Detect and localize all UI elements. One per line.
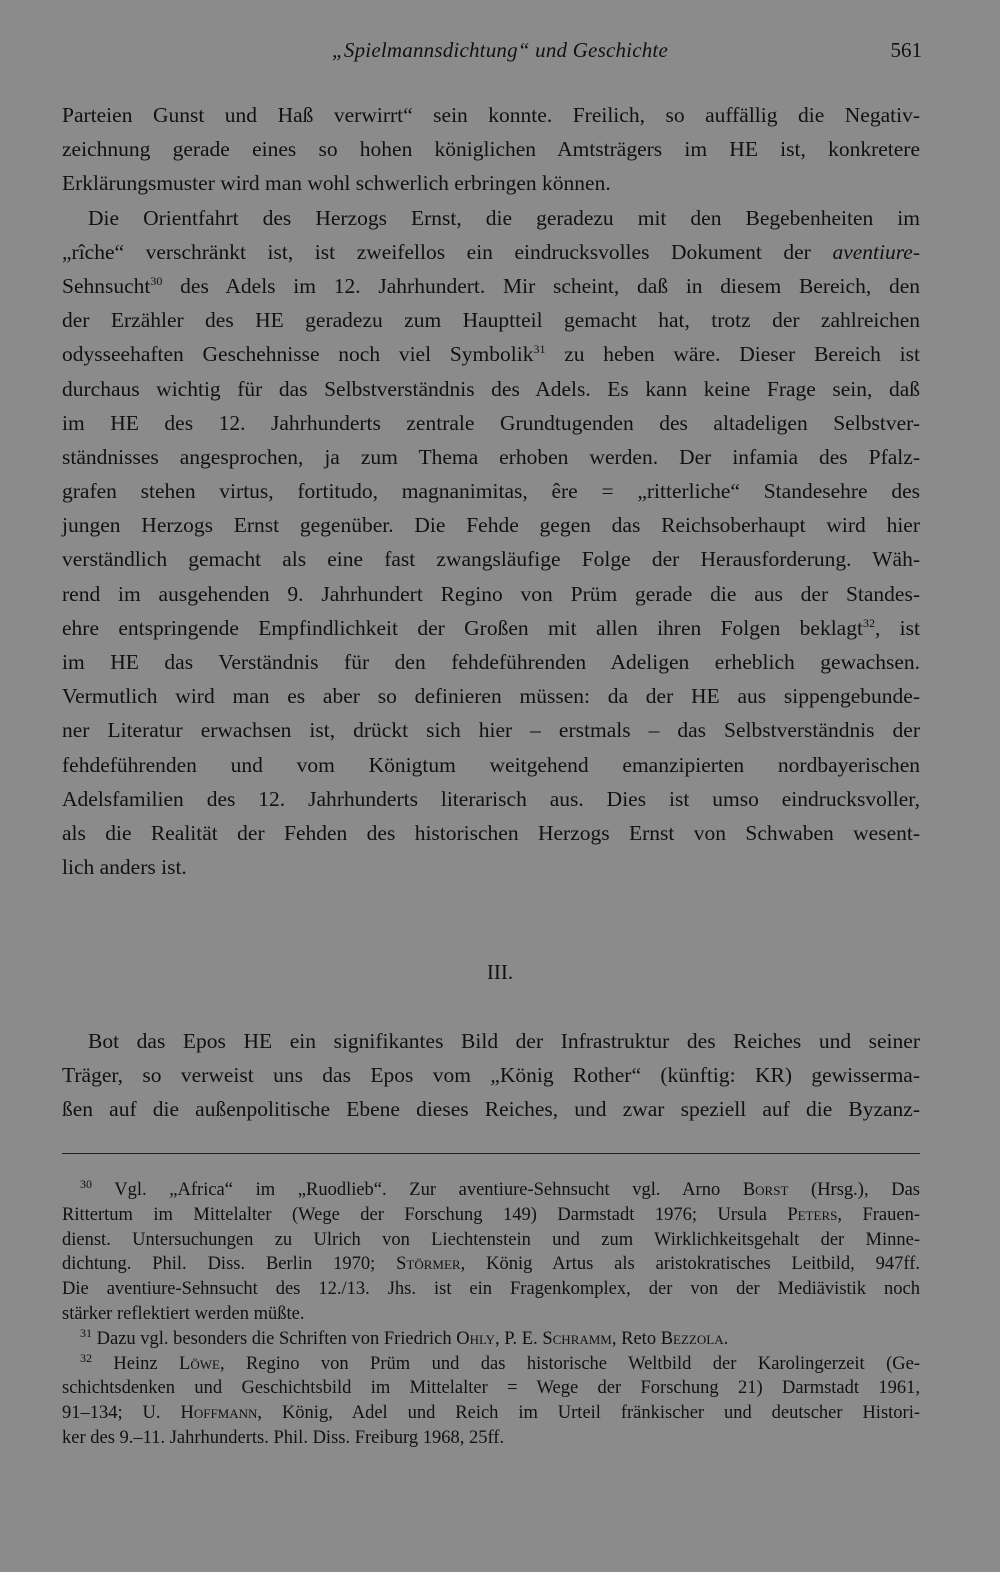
text-span: dichtung. Phil. Diss. Berlin 1970; bbox=[62, 1254, 397, 1275]
footnote-line bbox=[62, 1203, 920, 1228]
footnote-line: ker des 9.–11. Jahrhunderts. Phil. Diss. Freiburg 1968, 25ff. bbox=[62, 1427, 505, 1448]
text-line: der Erzähler des HE geradezu zum Hauptteil gemacht hat, trotz der zahlreichen bbox=[62, 308, 920, 333]
text-span: , ist bbox=[874, 615, 920, 640]
footnote-ref-30[interactable]: 30 bbox=[150, 273, 163, 288]
footnote-31 bbox=[62, 1327, 920, 1352]
text-line: verständlich gemacht als eine fast zwangsläufige Folge der Herausforderung. Wäh- bbox=[62, 547, 920, 572]
footnote-line: dienst. Untersuchungen zu Ulrich von Liechtenstein und zum Wirklichkeitsgehalt der Minne- bbox=[62, 1229, 920, 1250]
text-span: , König Artus als aristokratisches Leitbild, 947ff. bbox=[460, 1254, 920, 1275]
running-title: „Spielmannsdichtung“ und Geschichte bbox=[332, 38, 668, 62]
text-line: Die Orientfahrt des Herzogs Ernst, die geradezu mit den Begebenheiten im bbox=[88, 205, 920, 230]
text-line: Erklärungsmuster wird man wohl schwerlich erbringen können. bbox=[62, 171, 611, 196]
text-line: fehdeführenden und vom Königtum weitgehend emanzipierten nordbayerischen bbox=[62, 752, 920, 777]
author-name: Löwe bbox=[179, 1353, 220, 1374]
author-name: Schramm bbox=[542, 1328, 612, 1349]
text-span: Dazu vgl. besonders die Schriften von Friedrich bbox=[92, 1328, 457, 1349]
text-span: Vgl. „Africa“ im „Ruodlieb“. Zur aventiure-Sehnsucht vgl. Arno bbox=[92, 1180, 743, 1200]
footnote-ref-32[interactable]: 32 bbox=[862, 615, 875, 630]
author-name: Störmer bbox=[396, 1254, 461, 1275]
main-text bbox=[62, 98, 920, 884]
footnote-32 bbox=[62, 1352, 920, 1377]
footnote-line bbox=[62, 1252, 920, 1277]
footnote-number: 31 bbox=[80, 1325, 92, 1340]
footnote-line: Die aventiure-Sehnsucht des 12./13. Jhs. ist ein Fragenkomplex, der von der Mediävistik noch bbox=[62, 1279, 920, 1300]
text-span: . bbox=[723, 1328, 729, 1349]
text-span: des Adels im 12. Jahrhundert. Mir scheint, daß in diesem Bereich, den bbox=[162, 273, 920, 298]
italic-term: aventiure- bbox=[832, 239, 920, 264]
text-line: Parteien Gunst und Haß verwirrt“ sein konnte. Freilich, so auffällig die Negativ- bbox=[62, 103, 920, 127]
footnote-divider bbox=[62, 1153, 920, 1154]
text-line: ner Literatur erwachsen ist, drückt sich hier – erstmals – das Selbstverständnis der bbox=[62, 718, 920, 743]
author-name: Bezzola bbox=[660, 1328, 724, 1349]
section-text bbox=[62, 1024, 920, 1127]
section-heading: III. bbox=[486, 960, 514, 984]
text-span: 91–134; U. bbox=[62, 1403, 181, 1424]
footnote-30 bbox=[62, 1178, 920, 1203]
text-span: „rîche“ verschränkt ist, ist zweifellos ein eindrucksvolles Dokument der bbox=[62, 239, 833, 264]
author-name: Ohly bbox=[456, 1328, 496, 1349]
text-span: , P. E. bbox=[495, 1328, 543, 1349]
text-line bbox=[62, 337, 920, 371]
text-line: Bot das Epos HE ein signifikantes Bild der Infrastruktur des Reiches und seiner bbox=[88, 1029, 920, 1053]
text-line: durchaus wichtig für das Selbstverständnis des Adels. Es kann keine Frage sein, daß bbox=[62, 376, 920, 401]
footnote-line: stärker reflektiert werden müßte. bbox=[62, 1303, 305, 1324]
text-span: , Reto bbox=[611, 1328, 661, 1349]
text-span: , König, Adel und Reich im Urteil fränkischer und deutscher Histori- bbox=[257, 1403, 920, 1424]
text-span: (Hrsg.), Das bbox=[788, 1180, 920, 1200]
text-line bbox=[62, 269, 920, 303]
text-line bbox=[62, 611, 920, 645]
text-line: Träger, so verweist uns das Epos vom „König Rother“ (künftig: KR) gewisserma- bbox=[62, 1063, 920, 1088]
author-name: Borst bbox=[742, 1180, 789, 1200]
text-line: als die Realität der Fehden des historischen Herzogs Ernst von Schwaben wesent- bbox=[62, 820, 920, 845]
author-name: Peters bbox=[787, 1204, 838, 1225]
text-span: Heinz bbox=[92, 1353, 180, 1374]
text-span: , Regino von Prüm und das historische Weltbild der Karolingerzeit (Ge- bbox=[219, 1353, 920, 1374]
text-span: Rittertum im Mittelalter (Wege der Forschung 149) Darmstadt 1976; Ursula bbox=[62, 1204, 788, 1225]
text-line: im HE des 12. Jahrhunderts zentrale Grundtugenden des altadeligen Selbstver- bbox=[62, 410, 920, 435]
text-line: Vermutlich wird man es aber so definieren müssen: da der HE aus sippengebunde- bbox=[62, 684, 920, 709]
text-line: zeichnung gerade eines so hohen königlichen Amtsträgers im HE ist, konkretere bbox=[62, 137, 920, 162]
text-line: rend im ausgehenden 9. Jahrhundert Regino von Prüm gerade die aus der Standes- bbox=[62, 581, 920, 606]
text-line: grafen stehen virtus, fortitudo, magnanimitas, êre = „ritterliche“ Standesehre des bbox=[62, 479, 920, 504]
footnote-number: 30 bbox=[80, 1176, 92, 1191]
text-span: zu heben wäre. Dieser Bereich ist bbox=[545, 342, 920, 367]
author-name: Hoffmann bbox=[180, 1403, 258, 1424]
page-number: 561 bbox=[890, 38, 922, 62]
text-line: Adelsfamilien des 12. Jahrhunderts literarisch aus. Dies ist umso eindrucksvoller, bbox=[62, 786, 920, 811]
text-span: odysseehaften Geschehnisse noch viel Symbolik bbox=[62, 342, 534, 367]
footnote-ref-31[interactable]: 31 bbox=[533, 342, 546, 357]
text-span: ehre entspringende Empfindlichkeit der Großen mit allen ihren Folgen beklagt bbox=[62, 615, 863, 640]
text-line: lich anders ist. bbox=[62, 855, 187, 880]
footnote-number: 32 bbox=[80, 1350, 92, 1365]
text-line bbox=[62, 235, 920, 269]
text-line: jungen Herzogs Ernst gegenüber. Die Fehde gegen das Reichsoberhaupt wird hier bbox=[62, 513, 920, 538]
text-line: ßen auf die außenpolitische Ebene dieses Reiches, und zwar speziell auf die Byzanz- bbox=[62, 1097, 920, 1122]
text-span: , Frauen- bbox=[837, 1204, 920, 1225]
footnote-line bbox=[62, 1401, 920, 1426]
footnote-line: schichtsdenken und Geschichtsbild im Mittelalter = Wege der Forschung 21) Darmstadt 1961, bbox=[62, 1378, 920, 1399]
text-span: Sehnsucht bbox=[62, 273, 151, 298]
text-line: ständnisses angesprochen, ja zum Thema erhoben werden. Der infamia des Pfalz- bbox=[62, 444, 920, 469]
text-line: im HE das Verständnis für den fehdeführenden Adeligen erheblich gewachsen. bbox=[62, 650, 920, 674]
footnotes bbox=[62, 1178, 920, 1451]
